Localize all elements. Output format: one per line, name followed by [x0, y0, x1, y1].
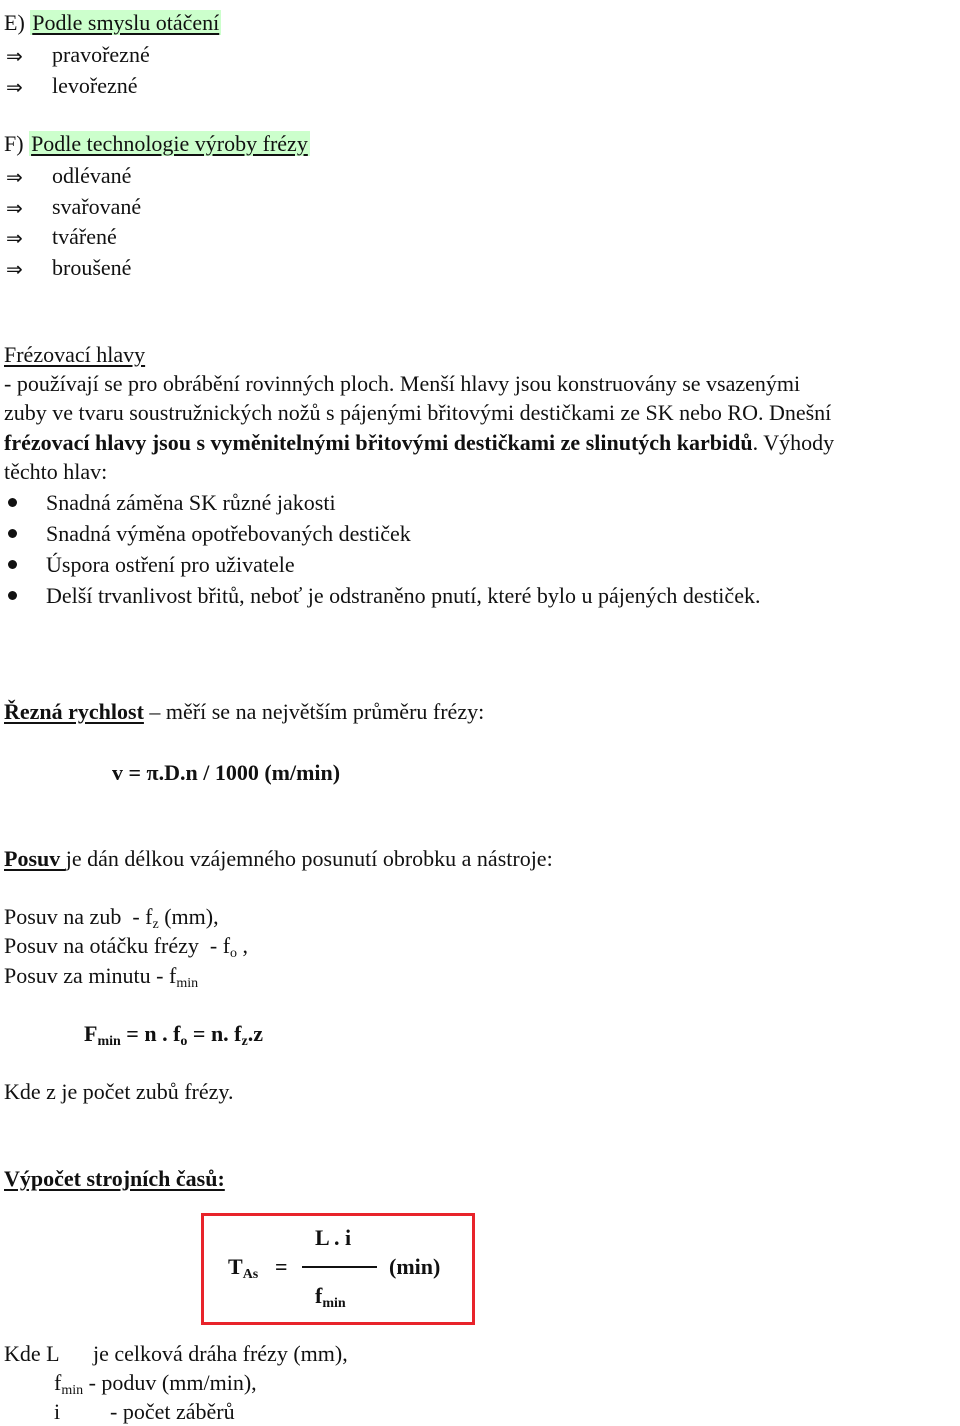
heads-line-1: - používají se pro obrábění rovinných ploch. Menší hlavy jsou konstruovány se vsazenými: [4, 371, 801, 396]
feed-formula-c: = n. f: [187, 1021, 242, 1046]
arrow-icon: ⇒: [6, 165, 23, 189]
arrow-icon: ⇒: [6, 226, 23, 250]
heads-title: Frézovací hlavy: [4, 342, 146, 367]
section-e-heading: [4, 10, 221, 35]
feed-formula-b: = n . f: [120, 1021, 181, 1046]
feed-line-3: [4, 963, 198, 992]
feed-formula-a: F: [84, 1021, 98, 1046]
machining-title: Výpočet strojních časů:: [4, 1166, 225, 1191]
arrow-icon: ⇒: [6, 44, 23, 68]
feed-line-2-sub: o: [230, 946, 238, 961]
bullet-icon: [8, 529, 17, 538]
formula-T: T: [228, 1254, 243, 1279]
feed-line-3-sub: min: [176, 976, 199, 991]
formula-den-f: f: [315, 1283, 323, 1308]
feed-formula: [84, 1021, 263, 1050]
feed-heading: [4, 846, 553, 871]
list-item: broušené: [52, 255, 132, 280]
list-item: odlévané: [52, 163, 132, 188]
bullet-icon: [8, 591, 17, 600]
formula-numerator: L . i: [315, 1225, 352, 1250]
heads-line-3-bold: frézovací hlavy jsou s vyměnitelnými břitovými destičkami ze slinutých karbidů: [4, 430, 753, 455]
list-item: Snadná výměna opotřebovaných destiček: [46, 521, 411, 546]
list-item: Delší trvanlivost břitů, neboť je odstraněno pnutí, které bylo u pájených destiček.: [46, 583, 761, 608]
bullet-icon: [8, 560, 17, 569]
feed-title: Posuv: [4, 846, 66, 871]
formula-T-sub: As: [242, 1267, 259, 1282]
legend-line-1-text: je celková dráha frézy (mm),: [93, 1341, 348, 1366]
list-item: Snadná záměna SK různé jakosti: [46, 490, 336, 515]
feed-line-2: [4, 933, 248, 962]
formula-lhs: [228, 1254, 258, 1283]
list-item: tvářené: [52, 224, 117, 249]
section-f-title: Podle technologie výroby frézy: [31, 131, 308, 156]
fraction-line: [302, 1266, 377, 1268]
feed-line-1-b: (mm),: [158, 904, 219, 929]
formula-den-sub: min: [322, 1296, 346, 1311]
speed-heading: [4, 699, 484, 724]
section-e-title: Podle smyslu otáčení: [32, 10, 220, 35]
legend-line-3-label: i: [54, 1399, 61, 1424]
feed-formula-d: .z: [247, 1021, 263, 1046]
formula-equals: =: [275, 1254, 288, 1279]
feed-formula-sub-1: min: [97, 1034, 121, 1049]
heads-line-3-rest: . Výhody: [752, 430, 835, 455]
speed-title: Řezná rychlost: [4, 699, 144, 724]
arrow-icon: ⇒: [6, 75, 23, 99]
section-f-prefix: F): [4, 131, 30, 156]
feed-line-3-a: Posuv za minutu - f: [4, 963, 177, 988]
heads-line-3: [4, 430, 834, 455]
feed-line-2-b: ,: [237, 933, 249, 958]
feed-line-1: [4, 904, 219, 933]
arrow-icon: ⇒: [6, 196, 23, 220]
list-item: levořezné: [52, 73, 138, 98]
feed-line-2-a: Posuv na otáčku frézy - f: [4, 933, 231, 958]
section-e-prefix: E): [4, 10, 31, 35]
feed-formula-sub-3: z: [241, 1034, 248, 1049]
legend-line-3-text: - počet záběrů: [110, 1399, 235, 1424]
list-item: pravořezné: [52, 42, 150, 67]
formula-unit: (min): [389, 1254, 441, 1279]
legend-line-2-f: f: [54, 1370, 62, 1395]
legend-line-2: [54, 1370, 257, 1399]
bullet-icon: [8, 498, 17, 507]
legend-line-2-sub: min: [61, 1383, 84, 1398]
arrow-icon: ⇒: [6, 257, 23, 281]
feed-line-1-a: Posuv na zub - f: [4, 904, 153, 929]
feed-note: Kde z je počet zubů frézy.: [4, 1079, 234, 1104]
legend-line-2-text: - poduv (mm/min),: [83, 1370, 257, 1395]
speed-formula: v = π.D.n / 1000 (m/min): [112, 760, 341, 785]
speed-rest: – měří se na největším průměru frézy:: [143, 699, 485, 724]
heads-line-4: těchto hlav:: [4, 459, 108, 484]
list-item: Úspora ostření pro uživatele: [46, 552, 295, 577]
section-f-heading: [4, 131, 310, 156]
legend-line-1-label: Kde L: [4, 1341, 60, 1366]
list-item: svařované: [52, 194, 142, 219]
heads-line-2: zuby ve tvaru soustružnických nožů s pájenými břitovými destičkami ze SK nebo RO. Dnešní: [4, 400, 832, 425]
feed-line-1-sub: z: [152, 917, 159, 932]
feed-formula-sub-2: o: [180, 1034, 188, 1049]
formula-denominator: [315, 1283, 346, 1312]
feed-rest: je dán délkou vzájemného posunutí obrobku a nástroje:: [65, 846, 553, 871]
